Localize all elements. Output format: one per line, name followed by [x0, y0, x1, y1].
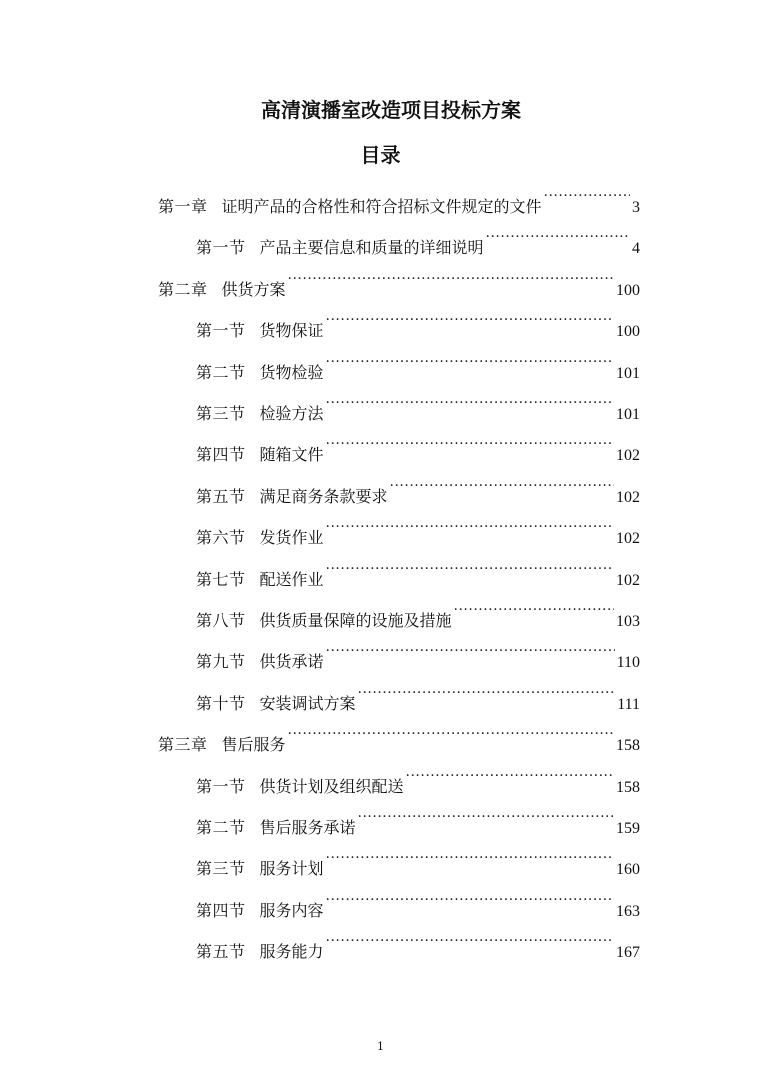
toc-chapter-entry[interactable]	[158, 710, 640, 755]
toc-entry-page-number: 102	[616, 488, 640, 506]
toc-entry-title: 随箱文件	[259, 445, 324, 465]
toc-entry-title: 售后服务承诺	[259, 818, 356, 837]
toc-dot-leader	[326, 545, 614, 585]
toc-section-entry[interactable]	[196, 586, 640, 630]
toc-entry-page-number: 102	[616, 530, 640, 548]
toc-dot-leader	[326, 627, 615, 667]
toc-entry-label: 第八节	[196, 611, 246, 630]
toc-dot-leader	[326, 296, 614, 336]
toc-entry-label: 第十节	[196, 693, 246, 713]
toc-entry-page-number: 100	[616, 281, 640, 299]
toc-entry-title: 售后服务	[221, 735, 286, 755]
toc-entry-label: 第二节	[196, 818, 246, 837]
toc-entry-page-number: 159	[616, 820, 640, 837]
toc-entry-label: 第三节	[196, 404, 246, 423]
toc-entry-page-number: 158	[616, 737, 640, 755]
toc-heading: 目录	[360, 143, 401, 167]
toc-entry-page-number: 100	[616, 323, 640, 341]
toc-dot-leader	[406, 752, 614, 792]
toc-dot-leader	[326, 379, 614, 419]
toc-entry-page-number: 158	[616, 778, 640, 796]
toc-entry-title: 供货计划及组织配送	[259, 776, 404, 796]
toc-entry-page-number: 110	[616, 654, 640, 672]
toc-entry-page-number: 103	[616, 613, 640, 630]
toc-entry-title: 供货质量保障的设施及措施	[259, 611, 452, 630]
toc-dot-leader	[326, 503, 614, 543]
toc-entry-page-number: 160	[616, 861, 640, 879]
page-number: 1	[377, 1040, 384, 1053]
table-of-contents	[0, 172, 761, 972]
toc-section-entry[interactable]	[196, 420, 640, 465]
toc-entry-label: 第四节	[196, 445, 246, 465]
toc-entry-label: 第一节	[196, 321, 246, 341]
toc-section-entry[interactable]	[196, 503, 640, 548]
toc-dot-leader	[288, 710, 614, 750]
toc-chapter-entry[interactable]	[158, 255, 640, 299]
toc-entry-label: 第七节	[196, 569, 246, 589]
toc-section-entry[interactable]	[196, 379, 640, 423]
toc-dot-leader	[358, 669, 616, 709]
toc-chapter-entry[interactable]	[158, 172, 640, 216]
toc-entry-title: 供货承诺	[259, 652, 324, 672]
toc-entry-title: 检验方法	[259, 404, 324, 423]
toc-entry-label: 第二节	[196, 362, 246, 382]
toc-entry-label: 第一章	[158, 197, 208, 216]
toc-section-entry[interactable]	[196, 752, 640, 796]
toc-entry-title: 证明产品的合格性和符合招标文件规定的文件	[221, 197, 542, 216]
toc-entry-label: 第二章	[158, 279, 208, 299]
toc-entry-label: 第三章	[158, 735, 208, 755]
toc-entry-label: 第四节	[196, 900, 246, 920]
toc-entry-title: 服务内容	[259, 900, 324, 920]
toc-entry-label: 第五节	[196, 942, 246, 962]
toc-section-entry[interactable]	[196, 296, 640, 341]
toc-entry-title: 服务能力	[259, 942, 324, 962]
toc-entry-page-number: 167	[616, 944, 640, 962]
toc-dot-leader	[454, 586, 614, 626]
toc-section-entry[interactable]	[196, 793, 640, 837]
toc-section-entry[interactable]	[196, 213, 640, 258]
toc-entry-page-number: 111	[617, 695, 640, 713]
toc-entry-title: 服务计划	[259, 859, 324, 879]
toc-entry-title: 满足商务条款要求	[259, 486, 388, 506]
toc-section-entry[interactable]	[196, 669, 640, 713]
toc-entry-label: 第一节	[196, 776, 246, 796]
toc-section-entry[interactable]	[196, 917, 640, 962]
toc-section-entry[interactable]	[196, 462, 640, 506]
toc-dot-leader	[486, 213, 630, 253]
toc-section-entry[interactable]	[196, 627, 640, 672]
toc-entry-title: 发货作业	[259, 528, 324, 548]
toc-dot-leader	[326, 834, 614, 874]
toc-dot-leader	[390, 462, 614, 502]
toc-entry-label: 第一节	[196, 238, 246, 258]
toc-dot-leader	[326, 917, 614, 957]
toc-section-entry[interactable]	[196, 876, 640, 920]
toc-section-entry[interactable]	[196, 545, 640, 589]
toc-section-entry[interactable]	[196, 834, 640, 879]
toc-entry-page-number: 4	[632, 240, 640, 258]
toc-entry-page-number: 102	[616, 447, 640, 465]
toc-entry-page-number: 101	[616, 406, 640, 423]
toc-entry-title: 供货方案	[221, 279, 286, 299]
toc-entry-label: 第九节	[196, 652, 246, 672]
toc-entry-page-number: 101	[616, 364, 640, 382]
toc-entry-page-number: 102	[616, 571, 640, 589]
toc-dot-leader	[358, 793, 614, 833]
toc-entry-title: 配送作业	[259, 569, 324, 589]
toc-entry-title: 安装调试方案	[259, 693, 356, 713]
toc-section-entry[interactable]	[196, 338, 640, 382]
toc-entry-page-number: 163	[616, 902, 640, 920]
toc-entry-label: 第六节	[196, 528, 246, 548]
toc-dot-leader	[326, 876, 614, 916]
toc-dot-leader	[326, 420, 614, 460]
document-title: 高清演播室改造项目投标方案	[261, 98, 521, 122]
toc-entry-page-number: 3	[632, 199, 640, 216]
toc-dot-leader	[288, 255, 614, 295]
toc-entry-title: 货物保证	[259, 321, 324, 341]
toc-dot-leader	[544, 172, 630, 212]
toc-entry-title: 货物检验	[259, 362, 324, 382]
toc-entry-label: 第三节	[196, 859, 246, 879]
toc-entry-title: 产品主要信息和质量的详细说明	[259, 238, 484, 258]
toc-entry-label: 第五节	[196, 486, 246, 506]
toc-dot-leader	[326, 338, 614, 378]
